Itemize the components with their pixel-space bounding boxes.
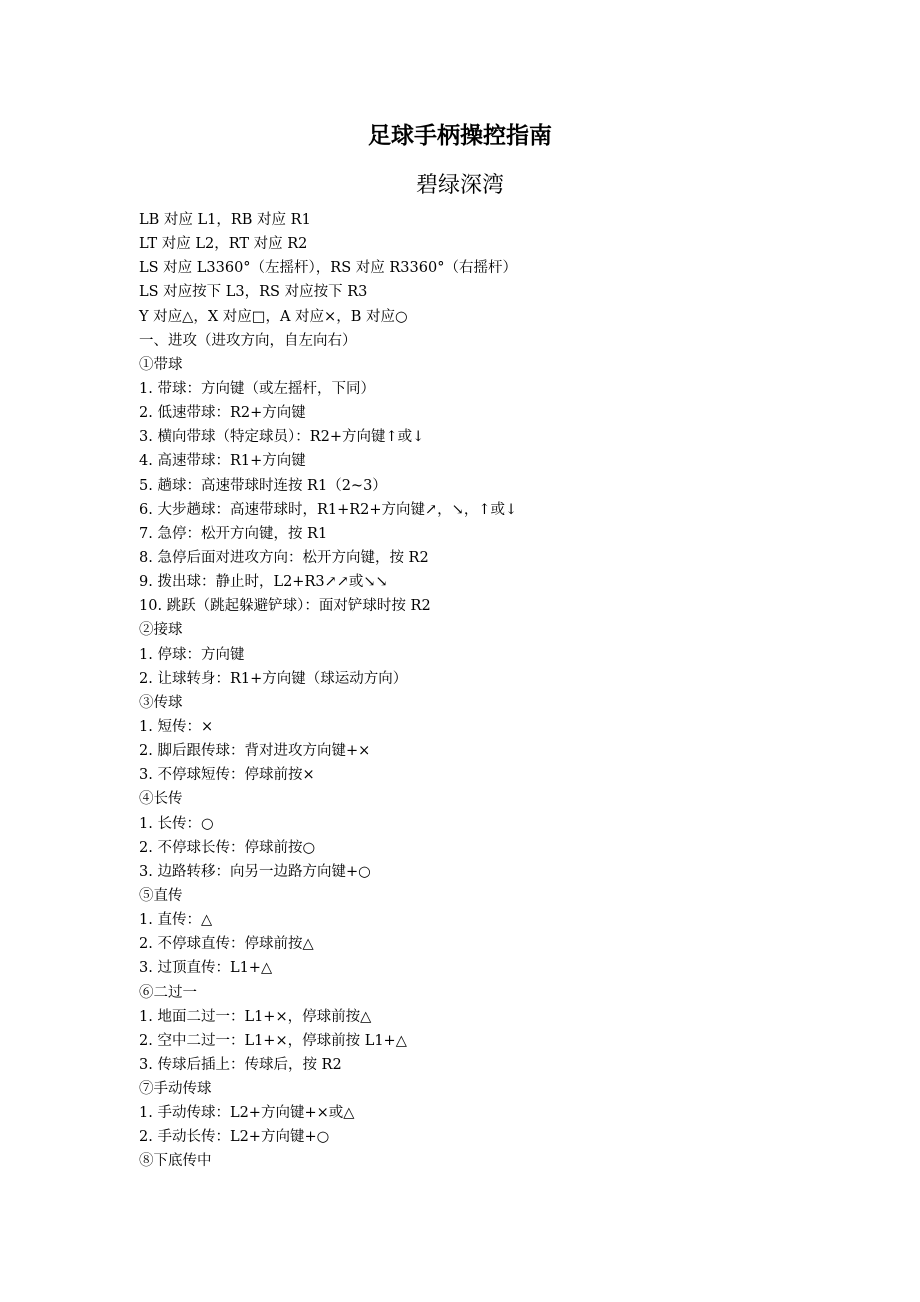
text-line: LB 对应 L1，RB 对应 R1 — [139, 212, 311, 228]
text-line: 2. 不停球长传：停球前按○ — [139, 839, 316, 856]
text-line: 8. 急停后面对进攻方向：松开方向键，按 R2 — [139, 549, 429, 566]
text-line: 1. 短传：× — [139, 718, 214, 735]
text-line: 9. 拨出球：静止时，L2+R3↗↗或↘↘ — [139, 574, 388, 591]
text-line: 3. 过顶直传：L1+△ — [139, 960, 273, 977]
text-line: ⑥二过一 — [139, 984, 197, 1001]
text-line: 5. 趟球：高速带球时连按 R1（2~3） — [139, 477, 387, 494]
text-line: 3. 传球后插上：传球后，按 R2 — [139, 1056, 342, 1073]
text-line: Y 对应△，X 对应□，A 对应×，B 对应○ — [139, 308, 408, 325]
text-line: LT 对应 L2，RT 对应 R2 — [139, 236, 308, 253]
text-line: 1. 停球：方向键 — [139, 646, 245, 663]
text-line: LS 对应 L3360°（左摇杆），RS 对应 R3360°（右摇杆） — [139, 260, 517, 277]
document-title: 足球手柄操控指南 — [368, 122, 552, 149]
text-line: ⑤直传 — [139, 887, 183, 904]
text-line: 1. 手动传球：L2+方向键+×或△ — [139, 1105, 355, 1122]
text-line: 3. 不停球短传：停球前按× — [139, 767, 315, 784]
text-line: 2. 不停球直传：停球前按△ — [139, 936, 314, 953]
text-line: 2. 脚后跟传球：背对进攻方向键+× — [139, 743, 371, 760]
text-line: ③传球 — [139, 694, 183, 711]
text-line: 1. 直传：△ — [139, 912, 213, 929]
text-line: 1. 带球：方向键（或左摇杆，下同） — [139, 380, 375, 397]
text-line: 2. 空中二过一：L1+×，停球前按 L1+△ — [139, 1032, 407, 1049]
text-line: ②接球 — [139, 622, 183, 639]
text-line: ①带球 — [139, 356, 183, 373]
text-line: LS 对应按下 L3，RS 对应按下 R3 — [139, 284, 368, 301]
document-body — [139, 208, 779, 1174]
text-line: 3. 横向带球（特定球员）：R2+方向键↑或↓ — [139, 429, 425, 446]
text-line: 一、进攻（进攻方向，自左向右） — [139, 332, 357, 349]
text-line: ④长传 — [139, 791, 183, 808]
document-subtitle: 碧绿深湾 — [415, 173, 504, 198]
text-line: ⑦手动传球 — [139, 1081, 212, 1098]
text-line: 2. 让球转身：R1+方向键（球运动方向） — [139, 670, 408, 687]
text-line: 1. 长传：○ — [139, 815, 214, 832]
text-line: 7. 急停：松开方向键，按 R1 — [139, 525, 328, 542]
text-line: 4. 高速带球：R1+方向键 — [139, 453, 306, 470]
text-line: 3. 边路转移：向另一边路方向键+○ — [139, 863, 371, 880]
text-line: 2. 低速带球：R2+方向键 — [139, 405, 306, 422]
text-line: 6. 大步趟球：高速带球时，R1+R2+方向键↗，↘，↑或↓ — [139, 501, 518, 518]
text-line: 1. 地面二过一：L1+×，停球前按△ — [139, 1008, 372, 1025]
text-line: 10. 跳跃（跳起躲避铲球）：面对铲球时按 R2 — [139, 598, 431, 615]
text-line: ⑧下底传中 — [139, 1153, 212, 1170]
text-line: 2. 手动长传：L2+方向键+○ — [139, 1129, 330, 1146]
